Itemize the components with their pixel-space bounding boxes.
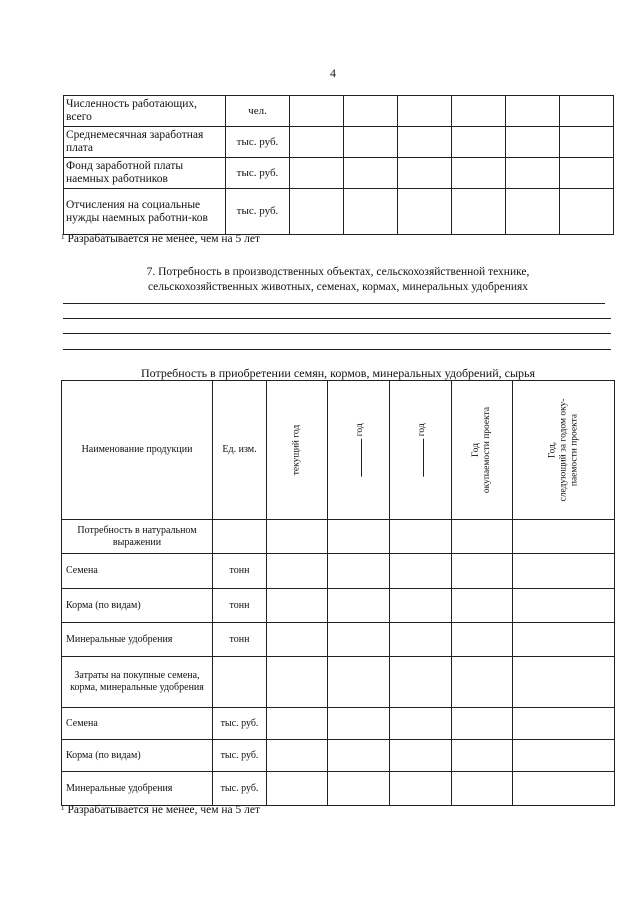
row-unit [213, 657, 267, 708]
procurement-table [61, 380, 615, 806]
row-label: Потребность в натуральном выражении [62, 520, 213, 554]
table-row [64, 127, 614, 158]
section-title-line: 7. Потребность в производственных объектах, сельскохозяйственной технике, [146, 266, 530, 278]
row-unit: тыс. руб. [226, 127, 290, 158]
row-label: Среднемесячная заработная плата [64, 127, 226, 158]
row-label: Фонд заработной платы наемных работников [64, 158, 226, 189]
page-number: 4 [330, 66, 336, 80]
table-row [62, 589, 615, 623]
header-row [62, 381, 615, 520]
row-unit: тыс. руб. [226, 189, 290, 235]
section-title-line: сельскохозяйственных животных, семенах, кормах, минеральных удобрениях [147, 281, 529, 293]
fill-line [63, 333, 611, 334]
table-row [62, 740, 615, 772]
footnote-marker: 1 [61, 233, 65, 241]
row-label: Семена [62, 554, 213, 589]
row-unit: тыс. руб. [226, 158, 290, 189]
footnote: $^1$ Разрабатывается не менее, чем на 5 лет [61, 233, 261, 245]
fill-line [63, 349, 611, 350]
fill-line [63, 303, 605, 304]
header-unit: Ед. изм. [213, 381, 267, 520]
footnote: $^1$ Разрабатывается не менее, чем на 5 лет [61, 804, 261, 816]
row-unit: тыс. руб. [213, 740, 267, 772]
row-unit: тонн [213, 554, 267, 589]
employment-table [63, 95, 614, 235]
footnote-marker: 1 [61, 804, 65, 812]
row-label: Минеральные удобрения [62, 623, 213, 657]
row-label: Семена [62, 708, 213, 740]
row-unit [213, 520, 267, 554]
row-label: Численность работающих, всего [64, 96, 226, 127]
section-title [64, 265, 612, 295]
table-row [62, 657, 615, 708]
table-row [62, 554, 615, 589]
row-label: Корма (по видам) [62, 740, 213, 772]
table-row [64, 96, 614, 127]
table-row [62, 772, 615, 806]
header-next-year: Год, следующий за годом оку- паемости проекта [547, 398, 579, 502]
header-product: Наименование продукции [62, 381, 213, 520]
table-row [62, 623, 615, 657]
row-unit: тыс. руб. [213, 772, 267, 806]
row-label: Минеральные удобрения [62, 772, 213, 806]
table-row [62, 708, 615, 740]
table-row [62, 520, 615, 554]
table-title: Потребность в приобретении семян, кормов, минеральных удобрений, сырья [140, 366, 536, 380]
fill-line [63, 318, 611, 319]
row-label: Затраты на покупные семена, корма, минеральные удобрения [62, 657, 213, 708]
table-row [64, 158, 614, 189]
row-label: Отчисления на социальные нужды наемных работни-ков [64, 189, 226, 235]
row-unit: тонн [213, 589, 267, 623]
row-unit: чел. [226, 96, 290, 127]
header-payback-year: Год окупаемости проекта [471, 406, 492, 494]
header-year: год [414, 423, 428, 476]
row-unit: тонн [213, 623, 267, 657]
table-row [64, 189, 614, 235]
row-label: Корма (по видам) [62, 589, 213, 623]
row-unit: тыс. руб. [213, 708, 267, 740]
header-year: год [352, 423, 366, 476]
header-current-year: текущий год [291, 424, 302, 476]
